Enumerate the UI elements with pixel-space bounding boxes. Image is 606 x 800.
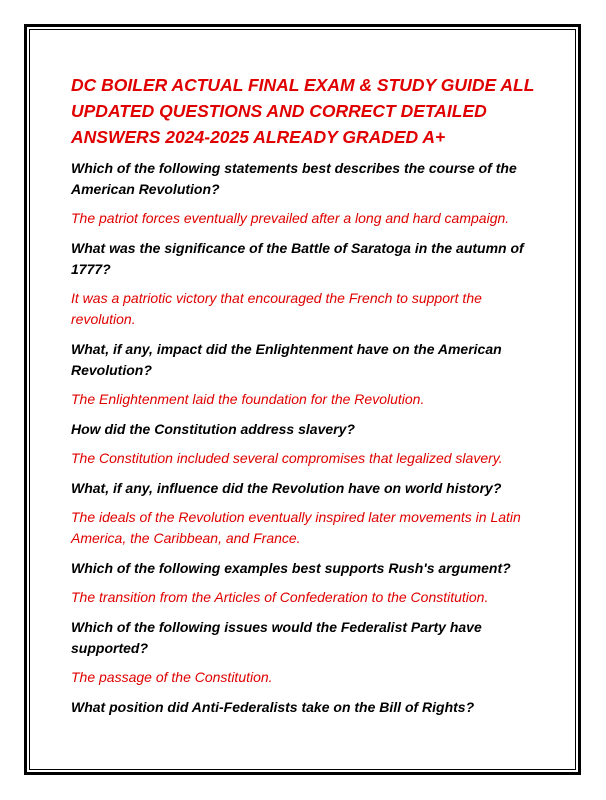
answer-text: It was a patriotic victory that encouraged the French to support the revolution.: [71, 290, 482, 327]
qa-item-8: [71, 697, 541, 718]
question-text: What, if any, influence did the Revolution have on world history?: [71, 480, 502, 496]
qa-item-3: [71, 339, 541, 410]
answer-text: The transition from the Articles of Confederation to the Constitution.: [71, 589, 489, 605]
qa-item-5: [71, 478, 541, 549]
question-text: What position did Anti-Federalists take on the Bill of Rights?: [71, 699, 475, 715]
document-title: DC BOILER ACTUAL FINAL EXAM & STUDY GUIDE ALL UPDATED QUESTIONS AND CORRECT DETAILED ANSWERS 2024-2025 ALREADY GRADED A+: [71, 75, 535, 147]
qa-item-2: [71, 238, 541, 330]
qa-item-7: [71, 617, 541, 688]
question-text: Which of the following issues would the Federalist Party have supported?: [71, 619, 482, 656]
question-text: How did the Constitution address slavery?: [71, 421, 355, 437]
qa-item-1: [71, 158, 541, 229]
answer-text: The Enlightenment laid the foundation for the Revolution.: [71, 391, 425, 407]
qa-item-4: [71, 419, 541, 469]
question-text: Which of the following statements best describes the course of the American Revolution?: [71, 160, 517, 197]
answer-text: The passage of the Constitution.: [71, 669, 273, 685]
question-text: What, if any, impact did the Enlightenment have on the American Revolution?: [71, 341, 502, 378]
question-text: What was the significance of the Battle of Saratoga in the autumn of 1777?: [71, 240, 524, 277]
qa-item-6: [71, 558, 541, 608]
answer-text: The Constitution included several compromises that legalized slavery.: [71, 450, 503, 466]
document-content: [71, 72, 541, 726]
answer-text: The patriot forces eventually prevailed after a long and hard campaign.: [71, 210, 510, 226]
answer-text: The ideals of the Revolution eventually inspired later movements in Latin America, the Caribbean, and France.: [71, 509, 521, 546]
question-text: Which of the following examples best supports Rush's argument?: [71, 560, 511, 576]
